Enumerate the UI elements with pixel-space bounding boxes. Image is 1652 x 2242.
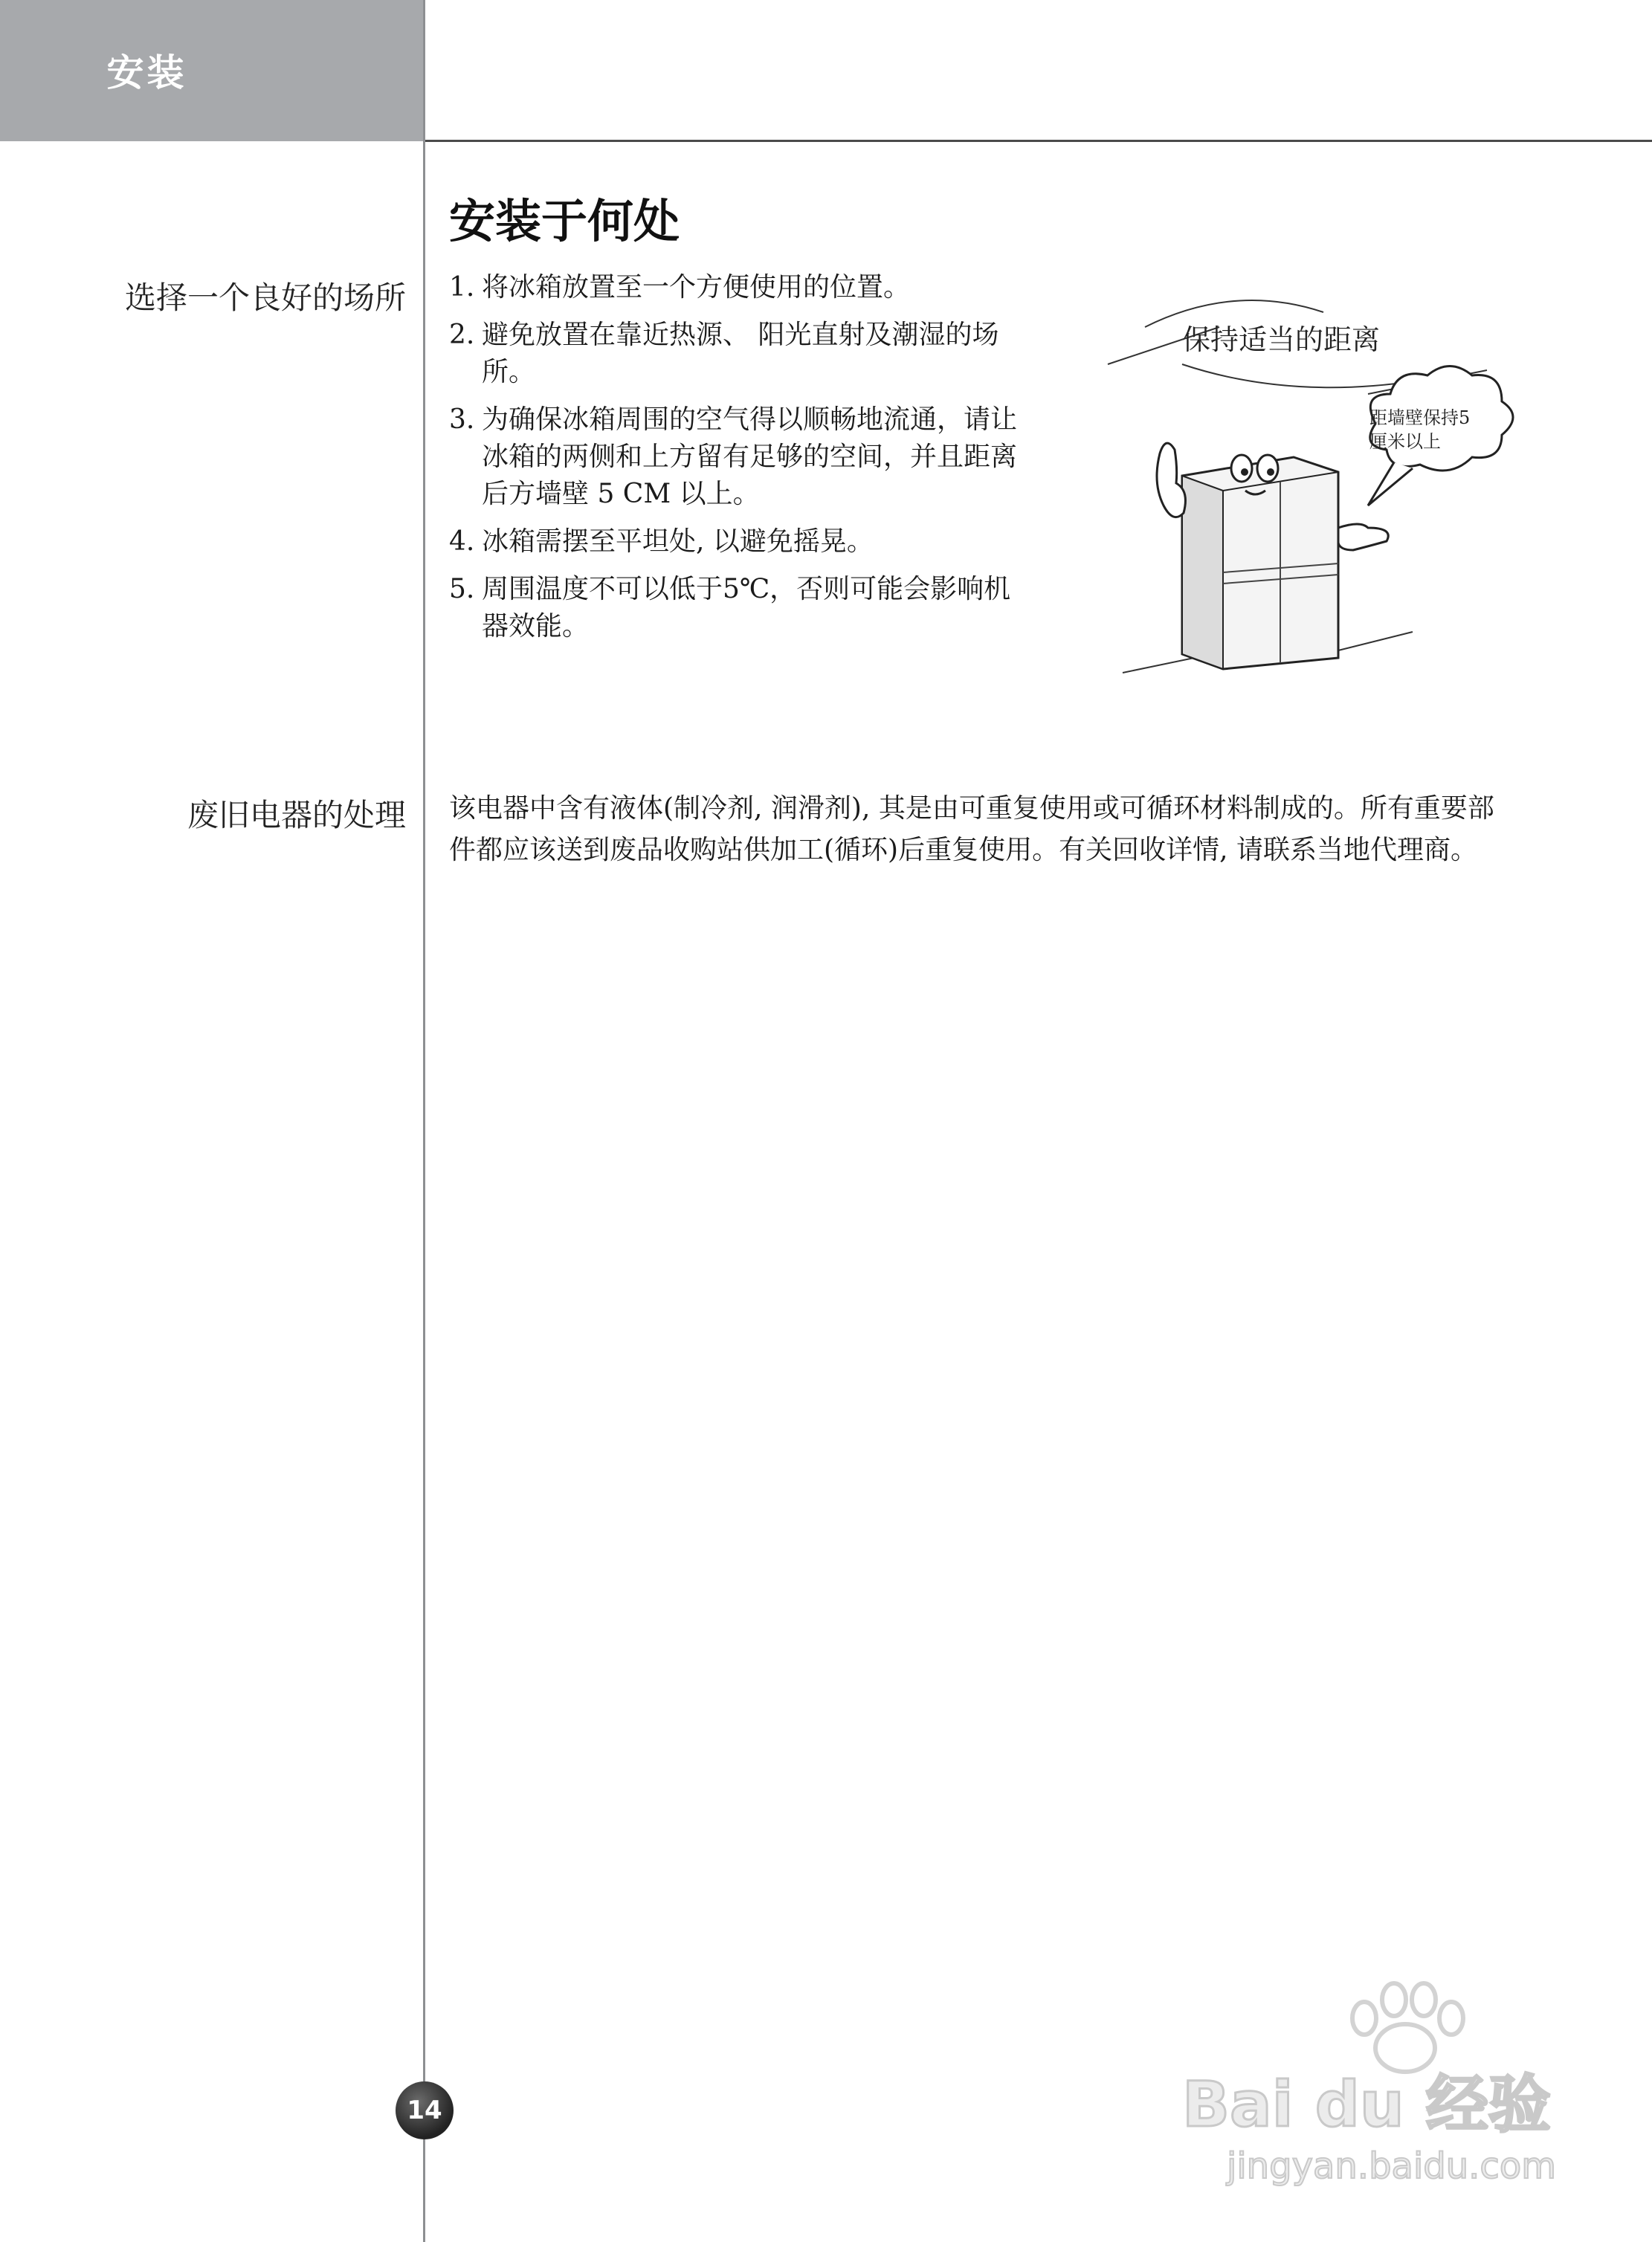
list-item	[449, 317, 1036, 391]
list-item-text: 为确保冰箱周围的空气得以顺畅地流通，请让冰箱的两侧和上方留有足够的空间，并且距离后方墙壁 5 CM 以上。	[482, 404, 1018, 509]
pointing-hand	[1338, 524, 1388, 550]
list-item	[449, 401, 1036, 513]
list-item-number: 1.	[449, 272, 475, 303]
header-divider	[424, 140, 1652, 142]
list-item-text: 周围温度不可以低于5℃，否则可能会影响机器效能。	[482, 574, 1011, 642]
fridge-eye	[1257, 455, 1278, 482]
arc-line	[1182, 364, 1427, 387]
fridge-eye	[1231, 455, 1252, 482]
fridge-pupil	[1267, 468, 1274, 476]
location-list	[449, 269, 1036, 656]
list-item-text: 避免放置在靠近热源、 阳光直射及潮湿的场所。	[482, 320, 999, 387]
list-item	[449, 523, 1036, 560]
bubble-text-line1: 距墙壁保持5	[1369, 407, 1471, 428]
illustration-caption: 保持适当的距离	[1182, 323, 1381, 356]
section-header-title: 安装	[106, 51, 187, 94]
list-item	[449, 571, 1036, 645]
column-divider	[423, 0, 425, 2242]
disposal-section-label: 废旧电器的处理	[187, 797, 406, 833]
fridge-side	[1182, 476, 1223, 669]
watermark	[1160, 1977, 1606, 2200]
list-item-number: 3.	[449, 404, 475, 435]
list-item-text: 将冰箱放置至一个方便使用的位置。	[482, 272, 911, 303]
page-title: 安装于何处	[449, 194, 680, 248]
speech-bubble-tail	[1368, 462, 1413, 505]
watermark-url: jingyan.baidu.com	[1227, 2145, 1556, 2187]
fridge-illustration	[1100, 282, 1532, 684]
list-item-text: 冰箱需摆至平坦处, 以避免摇晃。	[482, 526, 874, 557]
paw-icon	[1352, 1983, 1463, 2072]
list-item-number: 4.	[449, 526, 475, 557]
fridge-pupil	[1241, 468, 1248, 476]
bubble-text-line2: 厘米以上	[1369, 431, 1441, 452]
list-item	[449, 269, 1036, 306]
list-item-number: 2.	[449, 320, 475, 350]
list-item-number: 5.	[449, 574, 475, 604]
watermark-brand: Bai du 经验	[1182, 2068, 1551, 2141]
disposal-text: 该电器中含有液体(制冷剂, 润滑剂), 其是由可重复使用或可循环材料制成的。所有重要部件都应该送到废品收购站供加工(循环)后重复使用。有关回收详情, 请联系当地代理商。	[449, 793, 1494, 865]
page-number: 14	[396, 2081, 454, 2139]
location-section-label: 选择一个良好的场所	[124, 280, 406, 316]
